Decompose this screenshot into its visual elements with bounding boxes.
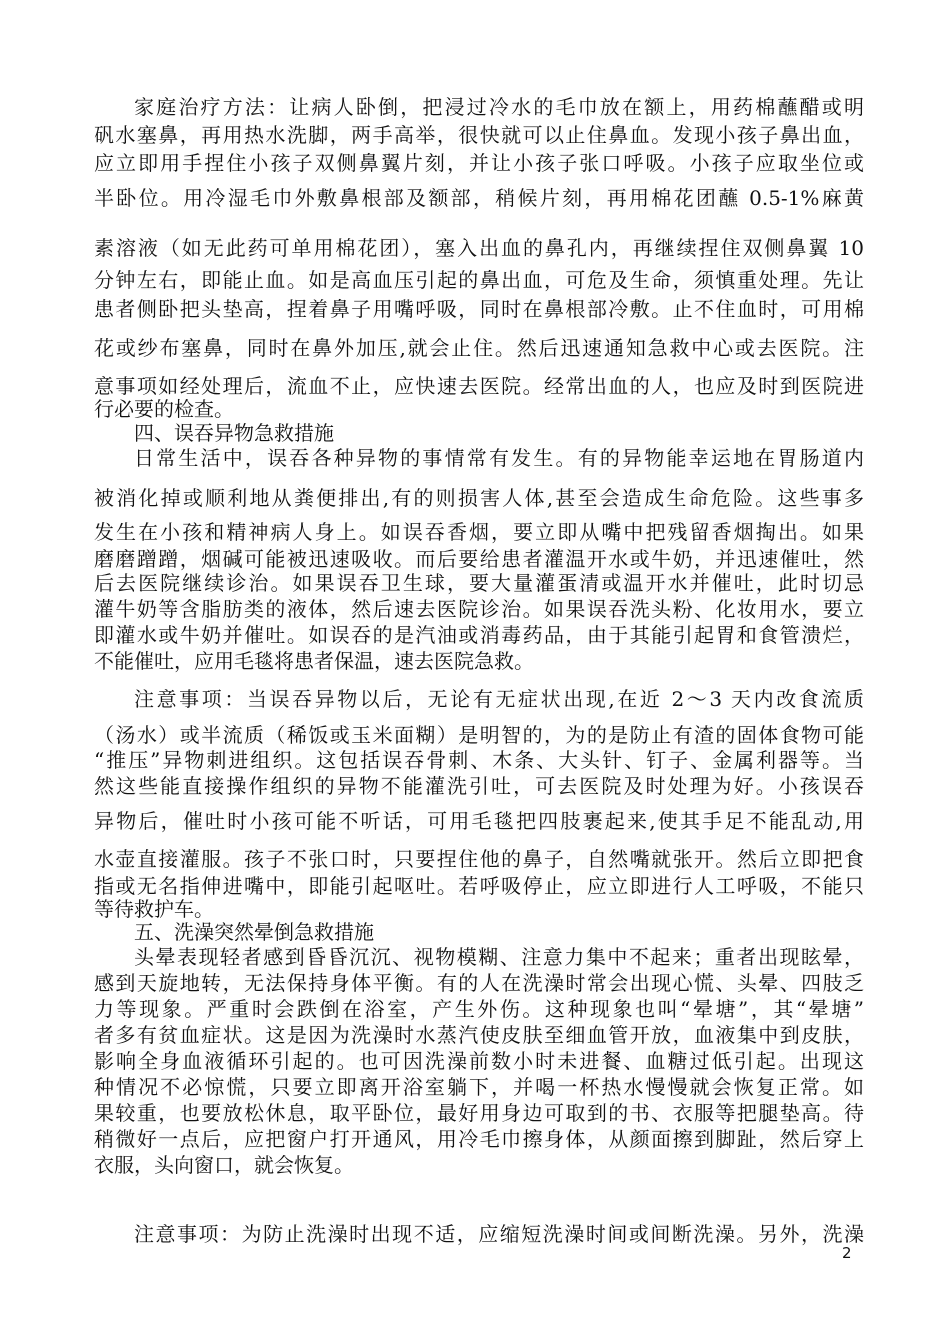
paragraph-line: 头晕表现轻者感到昏昏沉沉、视物模糊、注意力集中不起来；重者出现眩晕， xyxy=(134,945,864,969)
paragraph-line: “推压”异物刺进组织。这包括误吞骨刺、木条、大头针、钉子、金属利器等。当 xyxy=(94,748,864,772)
paragraph-line: 分钟左右，即能止血。如是高血压引起的鼻出血，可危及生命，须慎重处理。先让 xyxy=(94,268,864,292)
paragraph-line: 家庭治疗方法：让病人卧倒，把浸过冷水的毛巾放在额上，用药棉蘸醋或明 xyxy=(134,95,864,119)
paragraph-line: 素溶液（如无此药可单用棉花团），塞入出血的鼻孔内，再继续捏住双侧鼻翼 10 xyxy=(94,236,864,260)
paragraph-line: 指或无名指伸进嘴中，即能引起呕吐。若呼吸停止，应立即进行人工呼吸，不能只 xyxy=(94,874,864,898)
paragraph-line: 行必要的检查。 xyxy=(94,397,234,421)
paragraph-line: 即灌水或牛奶并催吐。如误吞的是汽油或消毒药品，由于其能引起胃和食管溃烂， xyxy=(94,623,864,647)
paragraph-line: 患者侧卧把头垫高，捏着鼻子用嘴呼吸，同时在鼻根部冷敷。止不住血时，可用棉 xyxy=(94,297,864,321)
paragraph-line: 种情况不必惊慌，只要立即离开浴室躺下，并喝一杯热水慢慢就会恢复正常。如 xyxy=(94,1075,864,1099)
paragraph-line: 应立即用手捏住小孩子双侧鼻翼片刻，并让小孩子张口呼吸。小孩子应取坐位或 xyxy=(94,151,864,175)
paragraph-line: 水壶直接灌服。孩子不张口时，只要捏住他的鼻子，自然嘴就张开。然后立即把食 xyxy=(94,847,864,871)
paragraph-line: 后去医院继续诊治。如果误吞卫生球，要大量灌蛋清或温开水并催吐，此时切忌 xyxy=(94,571,864,595)
paragraph-line: 被消化掉或顺利地从粪便排出,有的则损害人体,甚至会造成生命危险。这些事多 xyxy=(94,486,864,510)
paragraph-line: 发生在小孩和精神病人身上。如误吞香烟，要立即从嘴中把残留香烟掏出。如果 xyxy=(94,520,864,544)
paragraph-line: 注意事项：当误吞异物以后，无论有无症状出现,在近 2～3 天内改食流质 xyxy=(134,687,864,711)
paragraph-line: 然这些能直接操作组织的异物不能灌洗引吐，可去医院及时处理为好。小孩误吞 xyxy=(94,774,864,798)
paragraph-line: 矾水塞鼻，再用热水洗脚，两手高举，很快就可以止住鼻血。发现小孩子鼻出血， xyxy=(94,123,864,147)
paragraph-line: 影响全身血液循环引起的。也可因洗澡前数小时未进餐、血糖过低引起。出现这 xyxy=(94,1049,864,1073)
paragraph-line: 稍微好一点后，应把窗户打开通风，用冷毛巾擦身体，从颜面擦到脚趾，然后穿上 xyxy=(94,1127,864,1151)
paragraph-line: 衣服，头向窗口，就会恢复。 xyxy=(94,1153,354,1177)
paragraph-line: 等待救护车。 xyxy=(94,897,214,921)
paragraph-line: 注意事项：为防止洗澡时出现不适，应缩短洗澡时间或间断洗澡。另外，洗澡 xyxy=(134,1222,864,1246)
paragraph-line: 磨磨蹭蹭，烟碱可能被迅速吸收。而后要给患者灌温开水或牛奶，并迅速催吐，然 xyxy=(94,547,864,571)
paragraph-line: （汤水）或半流质（稀饭或玉米面糊）是明智的，为的是防止有渣的固体食物可能 xyxy=(94,723,864,747)
paragraph-line: 力等现象。严重时会跌倒在浴室，产生外伤。这种现象也叫“晕塘”，其“晕塘” xyxy=(94,997,864,1021)
section-heading: 四、误吞异物急救措施 xyxy=(134,421,334,445)
section-heading: 五、洗澡突然晕倒急救措施 xyxy=(134,920,374,944)
paragraph-line: 灌牛奶等含脂肪类的液体，然后速去医院诊治。如果误吞洗头粉、化妆用水，要立 xyxy=(94,597,864,621)
paragraph-line: 感到天旋地转，无法保持身体平衡。有的人在洗澡时常会出现心慌、头晕、四肢乏 xyxy=(94,971,864,995)
paragraph-line: 意事项如经处理后，流血不止，应快速去医院。经常出血的人，也应及时到医院进 xyxy=(94,374,864,398)
paragraph-line: 不能催吐，应用毛毯将患者保温，速去医院急救。 xyxy=(94,649,534,673)
paragraph-line: 日常生活中，误吞各种异物的事情常有发生。有的异物能幸运地在胃肠道内 xyxy=(134,446,864,470)
page-number: 2 xyxy=(842,1244,852,1262)
paragraph-line: 半卧位。用冷湿毛巾外敷鼻根部及额部，稍候片刻，再用棉花团蘸 0.5-1%麻黄 xyxy=(94,186,864,210)
paragraph-line: 花或纱布塞鼻，同时在鼻外加压,就会止住。然后迅速通知急救中心或去医院。注 xyxy=(94,336,864,360)
paragraph-line: 者多有贫血症状。这是因为洗澡时水蒸汽使皮肤至细血管开放，血液集中到皮肤， xyxy=(94,1023,864,1047)
paragraph-line: 果较重，也要放松休息，取平卧位，最好用身边可取到的书、衣服等把腿垫高。待 xyxy=(94,1101,864,1125)
paragraph-line: 异物后，催吐时小孩可能不听话，可用毛毯把四肢裹起来,使其手足不能乱动,用 xyxy=(94,809,864,833)
